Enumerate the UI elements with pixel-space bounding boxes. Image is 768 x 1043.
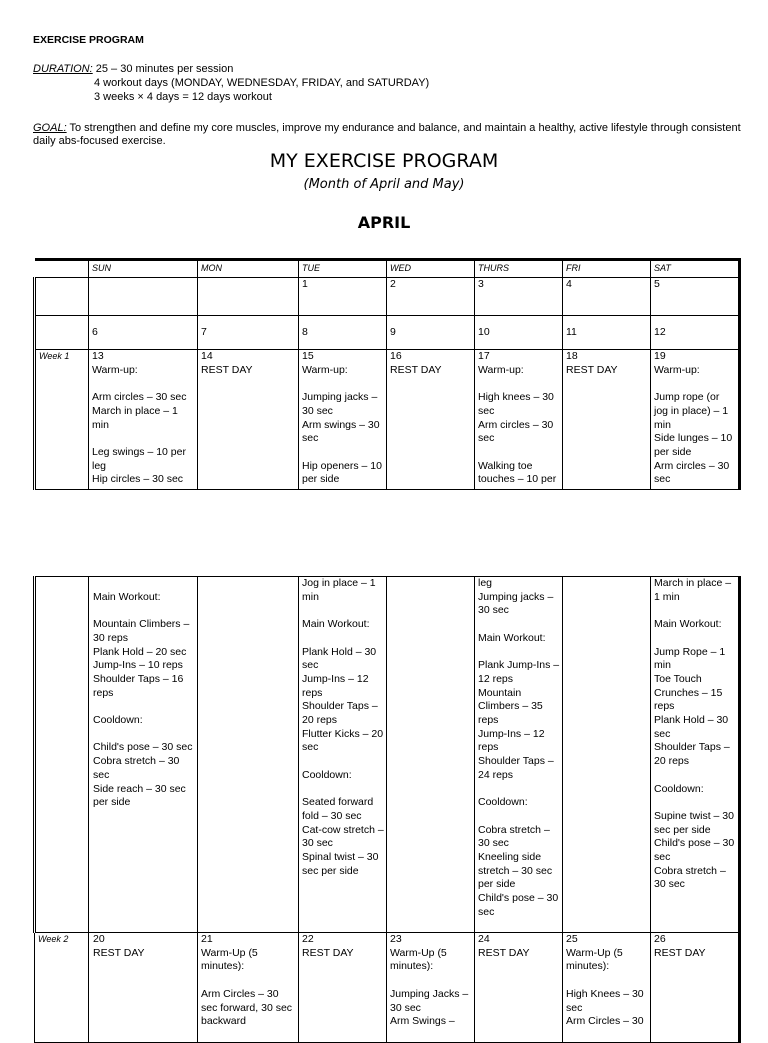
duration-line-2: 4 workout days (MONDAY, WEDNESDAY, FRIDAY, and SATURDAY) — [94, 77, 430, 89]
corner-cell — [35, 260, 89, 278]
week-label: Week 2 — [35, 933, 89, 1043]
date-cell: 9 — [387, 316, 475, 350]
day-cell: 24 REST DAY — [475, 933, 563, 1043]
day-header: THURS — [475, 260, 563, 278]
page-break — [0, 497, 768, 575]
day-cell: 20 REST DAY — [89, 933, 198, 1043]
day-cell: 15 Warm-up: Jumping jacks – 30 sec Arm swings – 30 sec Hip openers – 10 per side — [299, 350, 387, 490]
goal-label: GOAL: — [33, 122, 67, 134]
month-title: APRIL — [357, 213, 411, 232]
date-cell: 7 — [198, 316, 299, 350]
date-cell — [198, 278, 299, 316]
week-1-continued-row — [35, 577, 740, 933]
document-title: EXERCISE PROGRAM — [33, 34, 144, 46]
calendar-table-page2 — [33, 576, 741, 1043]
day-cell: 18 REST DAY — [563, 350, 651, 490]
day-header: SAT — [651, 260, 740, 278]
day-cell — [198, 577, 299, 933]
day-cell: 21 Warm-Up (5 minutes): Arm Circles – 30 sec forward, 30 sec backward — [198, 933, 299, 1043]
date-cell — [89, 278, 198, 316]
day-cell: 19 Warm-up: Jump rope (or jog in place) – 1 min Side lunges – 10 per side Arm circles – 30 sec — [651, 350, 740, 490]
day-cell: 16 REST DAY — [387, 350, 475, 490]
day-cell: March in place – 1 min Main Workout: Jump Rope – 1 min Toe Touch Crunches – 15 reps Plank Hold – 30 sec Shoulder Taps – 20 reps Cooldown: Supine twist – 30 sec per side Child's pose – 30 sec Cobra stretch – 30 sec — [651, 577, 740, 933]
duration-line-3: 3 weeks × 4 days = 12 days workout — [94, 91, 272, 103]
week-1-row — [35, 350, 740, 490]
calendar-row — [35, 278, 740, 316]
day-header: FRI — [563, 260, 651, 278]
date-cell: 1 — [299, 278, 387, 316]
day-header: TUE — [299, 260, 387, 278]
day-cell: Main Workout: Mountain Climbers – 30 reps Plank Hold – 20 sec Jump-Ins – 10 reps Shoulder Taps – 16 reps Cooldown: Child's pose – 30 sec Cobra stretch – 30 sec Side reach – 30 sec per side — [89, 577, 198, 933]
day-cell: 13 Warm-up: Arm circles – 30 sec March in place – 1 min Leg swings – 10 per leg Hip circles – 30 sec — [89, 350, 198, 490]
date-cell: 10 — [475, 316, 563, 350]
date-cell: 5 — [651, 278, 740, 316]
duration-label: DURATION: — [33, 63, 93, 75]
duration-block — [33, 62, 743, 104]
week-2-row — [35, 933, 740, 1043]
day-cell: Jog in place – 1 min Main Workout: Plank Hold – 30 sec Jump-Ins – 12 reps Shoulder Taps – 20 reps Flutter Kicks – 20 sec Cooldown: Seated forward fold – 30 sec Cat-cow stretch – 30 sec Spinal twist – 30 sec per side — [299, 577, 387, 933]
date-cell: 4 — [563, 278, 651, 316]
day-header: SUN — [89, 260, 198, 278]
day-cell — [563, 577, 651, 933]
goal-block — [33, 122, 743, 148]
date-cell: 11 — [563, 316, 651, 350]
calendar-table-page1 — [33, 258, 741, 490]
day-cell: 22 REST DAY — [299, 933, 387, 1043]
day-cell: 26 REST DAY — [651, 933, 740, 1043]
day-header: WED — [387, 260, 475, 278]
week-label: Week 1 — [35, 350, 89, 490]
program-subtitle: (Month of April and May) — [303, 177, 465, 192]
week-label-cell — [35, 278, 89, 316]
date-cell: 3 — [475, 278, 563, 316]
day-cell: leg Jumping jacks – 30 sec Main Workout: Plank Jump-Ins – 12 reps Mountain Climbers – 35 reps Jump-Ins – 12 reps Shoulder Taps – 24 reps Cooldown: Cobra stretch – 30 sec Kneeling side stretch – 30 sec per side Child's pose – 30 sec — [475, 577, 563, 933]
duration-line-1: 25 – 30 minutes per session — [95, 63, 234, 75]
day-header: MON — [198, 260, 299, 278]
day-header-row — [35, 260, 740, 278]
week-label-cell — [35, 577, 89, 933]
day-cell — [387, 577, 475, 933]
day-cell: 14 REST DAY — [198, 350, 299, 490]
day-cell: 25 Warm-Up (5 minutes): High Knees – 30 sec Arm Circles – 30 — [563, 933, 651, 1043]
day-cell: 23 Warm-Up (5 minutes): Jumping Jacks – 30 sec Arm Swings – — [387, 933, 475, 1043]
week-label-cell — [35, 316, 89, 350]
program-title: MY EXERCISE PROGRAM — [269, 150, 499, 172]
goal-text: To strengthen and define my core muscles, improve my endurance and balance, and maintain a healthy, active lifestyle through consistent daily abs-focused exercise. — [33, 122, 741, 147]
day-cell: 17 Warm-up: High knees – 30 sec Arm circles – 30 sec Walking toe touches – 10 per — [475, 350, 563, 490]
date-cell: 2 — [387, 278, 475, 316]
date-cell: 12 — [651, 316, 740, 350]
date-cell: 8 — [299, 316, 387, 350]
calendar-row — [35, 316, 740, 350]
date-cell: 6 — [89, 316, 198, 350]
